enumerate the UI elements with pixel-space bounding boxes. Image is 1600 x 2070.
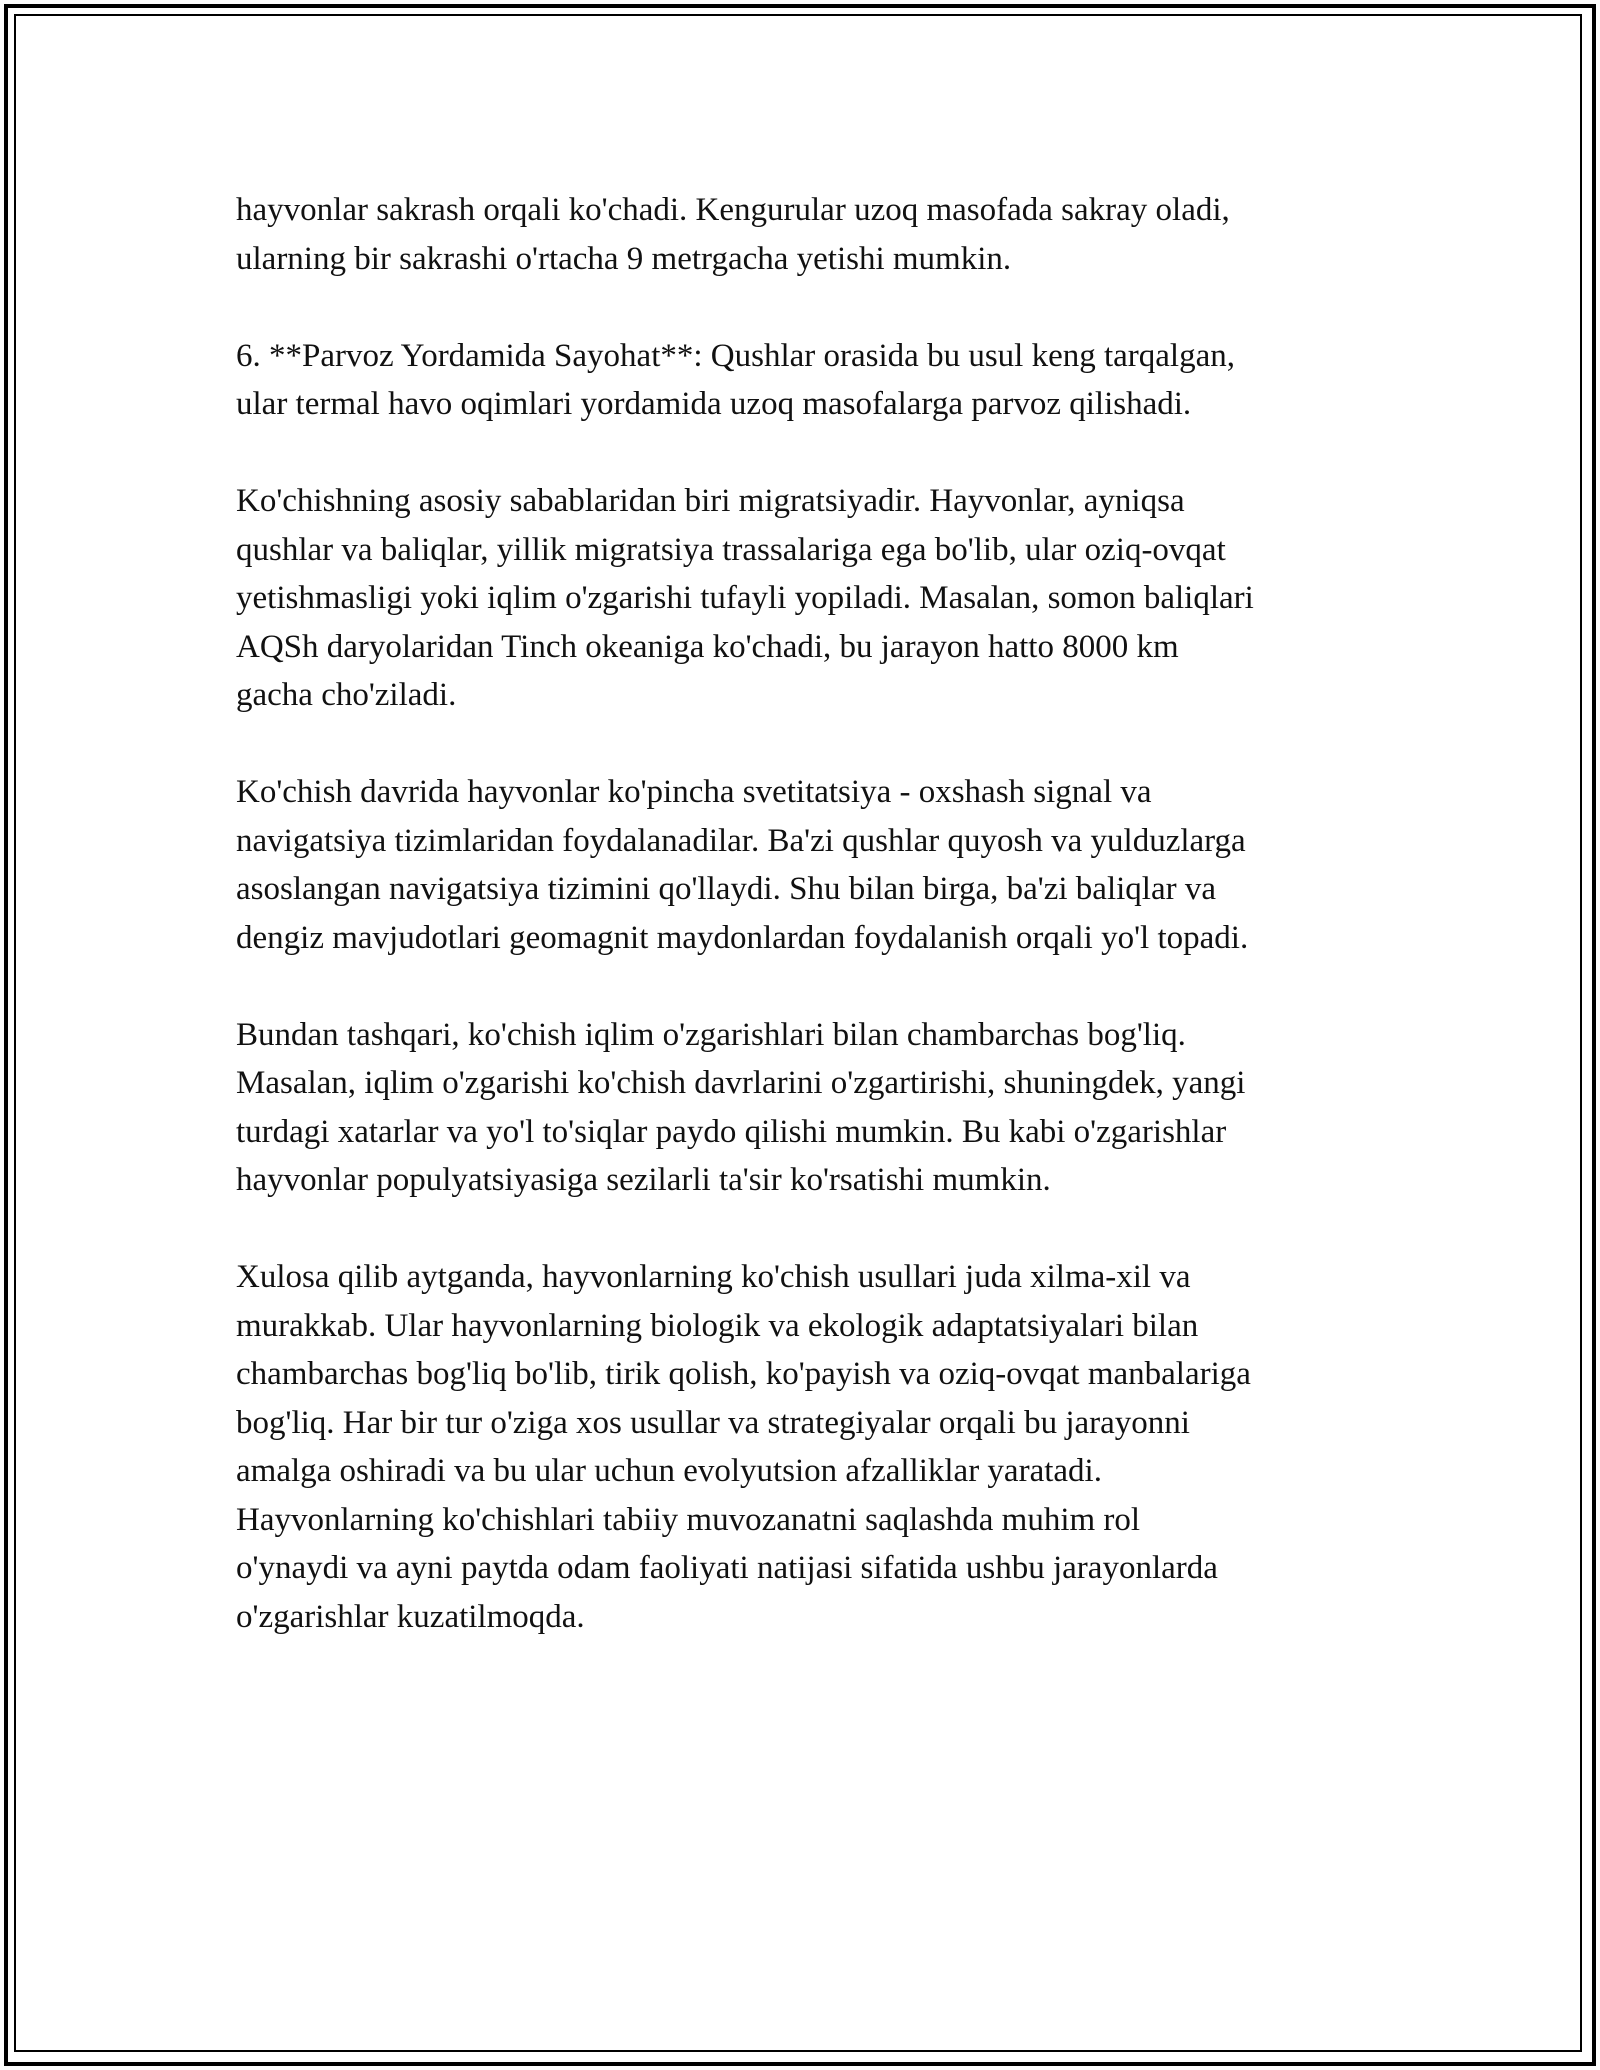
paragraph-6: Xulosa qilib aytganda, hayvonlarning ko'chish usullari juda xilma-xil va murakkab. Ular hayvonlarning biologik va ekologik adaptatsiyalari bilan chambarchas bog'liq bo'lib, tirik qolish, ko'payish va oziq-ovqat manbalariga bog'liq. Har bir tur o'ziga xos usullar va strategiyalar orqali bu jarayonni amalga oshiradi va bu ular uchun evolyutsion afzalliklar yaratadi. Hayvonlarning ko'chishlari tabiiy muvozanatni saqlashda muhim rol o'ynaydi va ayni paytda odam faoliyati natijasi sifatida ushbu jarayonlarda o'zgarishlar kuzatilmoqda. [236, 1259, 1251, 1635]
paragraph-3: Ko'chishning asosiy sabablaridan biri migratsiyadir. Hayvonlar, ayniqsa qushlar va baliqlar, yillik migratsiya trassalariga ega bo'lib, ular oziq-ovqat yetishmasligi yoki iqlim o'zgarishi tufayli yopiladi. Masalan, somon baliqlari AQSh daryolaridan Tinch okeaniga ko'chadi, bu jarayon hatto 8000 km gacha cho'ziladi. [236, 483, 1254, 713]
paragraph-4: Ko'chish davrida hayvonlar ko'pincha svetitatsiya - oxshash signal va navigatsiya tizimlaridan foydalanadilar. Ba'zi qushlar quyosh va yulduzlarga asoslangan navigatsiya tizimini qo'llaydi. Shu bilan birga, ba'zi baliqlar va dengiz mavjudotlari geomagnit maydonlardan foydalanish orqali yo'l topadi. [236, 774, 1249, 956]
paragraph-5: Bundan tashqari, ko'chish iqlim o'zgarishlari bilan chambarchas bog'liq. Masalan, iqlim o'zgarishi ko'chish davrlarini o'zgartirishi, shuningdek, yangi turdagi xatarlar va yo'l to'siqlar paydo qilishi mumkin. Bu kabi o'zgarishlar hayvonlar populyatsiyasiga sezilarli ta'sir ko'rsatishi mumkin. [236, 1016, 1246, 1198]
paragraph-1: hayvonlar sakrash orqali ko'chadi. Kengurular uzoq masofada sakray oladi, ularning bir sakrashi o'rtacha 9 metrgacha yetishi mumkin. [236, 192, 1230, 277]
document-body [236, 186, 1386, 1690]
paragraph-2: 6. **Parvoz Yordamida Sayohat**: Qushlar orasida bu usul keng tarqalgan, ular termal havo oqimlari yordamida uzoq masofalarga parvoz qilishadi. [236, 337, 1235, 422]
